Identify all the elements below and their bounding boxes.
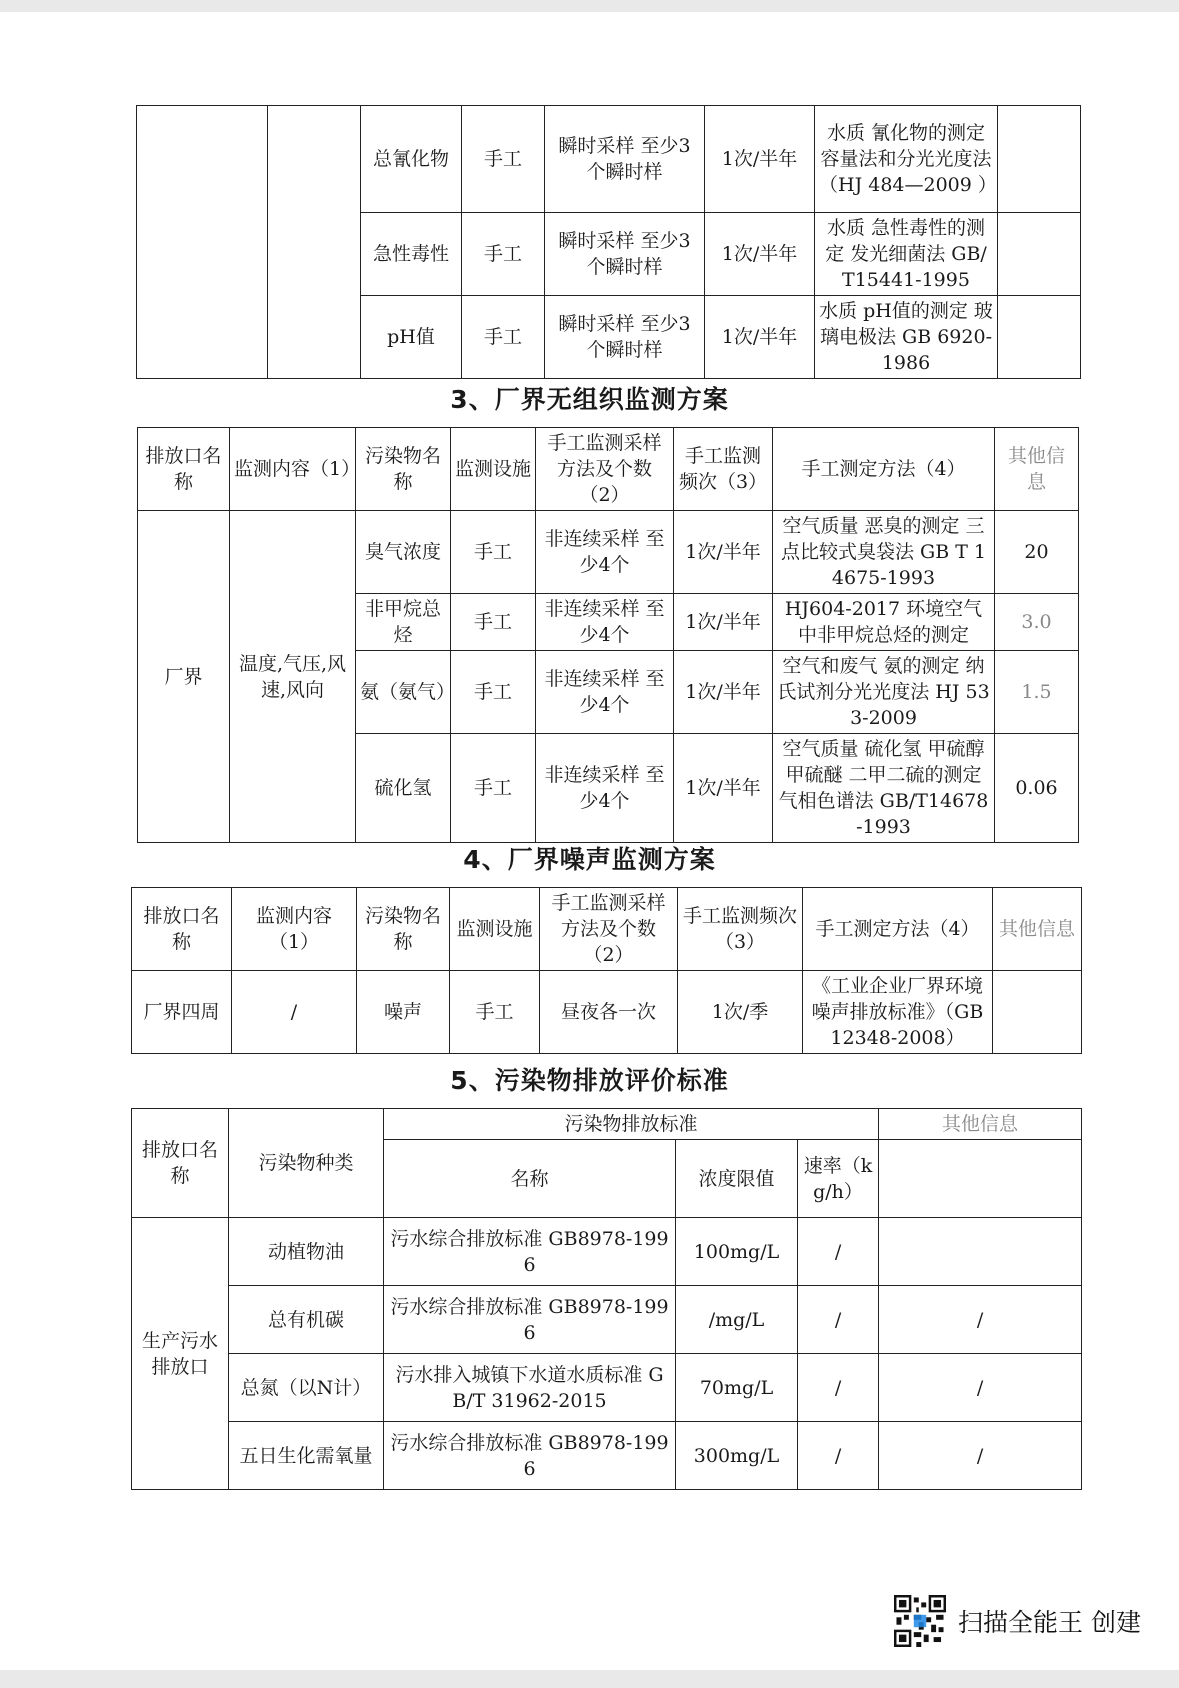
other-info-cell (998, 296, 1081, 379)
table-header-row (138, 428, 1079, 511)
other-info-cell (879, 1218, 1082, 1286)
column-header: 其他信息 (993, 888, 1082, 971)
sampling-cell: 瞬时采样 至少3个瞬时样 (545, 296, 705, 379)
pollutant-cell: 急性毒性 (361, 213, 462, 296)
outlet-cell (137, 106, 268, 379)
content-cell: / (232, 971, 357, 1054)
table-row (132, 1354, 1082, 1422)
other-info-cell (993, 971, 1082, 1054)
sampling-cell: 昼夜各一次 (540, 971, 678, 1054)
table-row (132, 1218, 1082, 1286)
pollutant-cell: 噪声 (357, 971, 450, 1054)
facility-cell: 手工 (451, 594, 536, 651)
column-header: 污染物名称 (356, 428, 451, 511)
discharge-standard-table (131, 1108, 1082, 1490)
pollutant-type-cell: 动植物油 (229, 1218, 384, 1286)
column-header: 污染物种类 (229, 1109, 384, 1218)
pollutant-cell: pH值 (361, 296, 462, 379)
column-header: 手工监测采样方法及个数（2） (536, 428, 674, 511)
water-monitoring-table-continued (136, 105, 1081, 379)
table-row (138, 511, 1079, 594)
pollutant-cell: 硫化氢 (356, 734, 451, 843)
other-info-cell (879, 1140, 1082, 1218)
scanner-watermark (894, 1594, 1141, 1648)
facility-cell: 手工 (451, 651, 536, 734)
content-cell (268, 106, 361, 379)
pollutant-type-cell: 五日生化需氧量 (229, 1422, 384, 1490)
column-header: 其他信息 (879, 1109, 1082, 1140)
standard-name-cell: 污水综合排放标准 GB8978-1996 (384, 1422, 676, 1490)
limit-cell: 70mg/L (676, 1354, 798, 1422)
column-header: 排放口名称 (138, 428, 230, 511)
column-header: 名称 (384, 1140, 676, 1218)
rate-cell: / (798, 1422, 879, 1490)
facility-cell: 手工 (450, 971, 540, 1054)
other-info-cell: 20 (995, 511, 1079, 594)
other-info-cell: 1.5 (995, 651, 1079, 734)
pollutant-cell: 臭气浓度 (356, 511, 451, 594)
outlet-cell: 厂界 (138, 511, 230, 843)
column-header: 排放口名称 (132, 888, 232, 971)
pollutant-cell: 总氰化物 (361, 106, 462, 213)
sampling-cell: 非连续采样 至少4个 (536, 511, 674, 594)
frequency-cell: 1次/半年 (674, 511, 773, 594)
facility-cell: 手工 (451, 734, 536, 843)
frequency-cell: 1次/半年 (674, 734, 773, 843)
method-cell: 空气质量 恶臭的测定 三点比较式臭袋法 GB T 14675-1993 (773, 511, 995, 594)
method-cell: HJ604-2017 环境空气中非甲烷总烃的测定 (773, 594, 995, 651)
table-header-row (132, 1109, 1082, 1140)
column-header: 监测设施 (451, 428, 536, 511)
pollutant-cell: 氨（氨气） (356, 651, 451, 734)
table-row (137, 106, 1081, 213)
standard-name-cell: 污水综合排放标准 GB8978-1996 (384, 1286, 676, 1354)
limit-cell: /mg/L (676, 1286, 798, 1354)
column-group-header: 污染物排放标准 (384, 1109, 879, 1140)
scanner-brand-label: 扫描全能王 创建 (958, 1608, 1141, 1637)
table-row (132, 1286, 1082, 1354)
frequency-cell: 1次/半年 (705, 213, 815, 296)
limit-cell: 300mg/L (676, 1422, 798, 1490)
sampling-cell: 非连续采样 至少4个 (536, 734, 674, 843)
column-header: 浓度限值 (676, 1140, 798, 1218)
limit-cell: 100mg/L (676, 1218, 798, 1286)
content-cell: 温度,气压,风速,风向 (230, 511, 356, 843)
rate-cell: / (798, 1286, 879, 1354)
sampling-cell: 非连续采样 至少4个 (536, 594, 674, 651)
section-title: 5、污染物排放评价标准 (450, 1066, 729, 1095)
frequency-cell: 1次/季 (678, 971, 803, 1054)
rate-cell: / (798, 1218, 879, 1286)
method-cell: 空气和废气 氨的测定 纳氏试剂分光光度法 HJ 533-2009 (773, 651, 995, 734)
standard-name-cell: 污水排入城镇下水道水质标准 GB/T 31962-2015 (384, 1354, 676, 1422)
other-info-cell: / (879, 1286, 1082, 1354)
document-page (0, 12, 1179, 1670)
column-header: 手工监测频次（3） (678, 888, 803, 971)
column-header: 手工测定方法（4） (803, 888, 993, 971)
column-header: 监测内容（1） (232, 888, 357, 971)
frequency-cell: 1次/半年 (674, 594, 773, 651)
column-header: 其他信息 (995, 428, 1079, 511)
column-header: 污染物名称 (357, 888, 450, 971)
outlet-cell: 生产污水排放口 (132, 1218, 229, 1490)
other-info-cell: / (879, 1354, 1082, 1422)
facility-cell: 手工 (462, 106, 545, 213)
facility-cell: 手工 (462, 296, 545, 379)
other-info-cell: 3.0 (995, 594, 1079, 651)
column-header: 手工测定方法（4） (773, 428, 995, 511)
other-info-cell: / (879, 1422, 1082, 1490)
sampling-cell: 瞬时采样 至少3个瞬时样 (545, 213, 705, 296)
sampling-cell: 瞬时采样 至少3个瞬时样 (545, 106, 705, 213)
pollutant-cell: 非甲烷总烃 (356, 594, 451, 651)
section-title: 3、厂界无组织监测方案 (450, 385, 729, 414)
method-cell: 《工业企业厂界环境噪声排放标准》（GB12348-2008） (803, 971, 993, 1054)
method-cell: 水质 pH值的测定 玻璃电极法 GB 6920-1986 (815, 296, 998, 379)
other-info-cell (998, 213, 1081, 296)
facility-cell: 手工 (451, 511, 536, 594)
frequency-cell: 1次/半年 (705, 106, 815, 213)
column-header: 速率（kg/h） (798, 1140, 879, 1218)
column-header: 监测设施 (450, 888, 540, 971)
rate-cell: / (798, 1354, 879, 1422)
outlet-cell: 厂界四周 (132, 971, 232, 1054)
frequency-cell: 1次/半年 (674, 651, 773, 734)
qr-code-icon (894, 1595, 946, 1647)
column-header: 监测内容（1） (230, 428, 356, 511)
column-header: 手工监测频次（3） (674, 428, 773, 511)
other-info-cell: 0.06 (995, 734, 1079, 843)
section-title: 4、厂界噪声监测方案 (463, 845, 716, 874)
method-cell: 水质 氰化物的测定 容量法和分光光度法（HJ 484—2009 ） (815, 106, 998, 213)
noise-monitoring-table (131, 887, 1082, 1054)
method-cell: 水质 急性毒性的测定 发光细菌法 GB/T15441-1995 (815, 213, 998, 296)
sampling-cell: 非连续采样 至少4个 (536, 651, 674, 734)
standard-name-cell: 污水综合排放标准 GB8978-1996 (384, 1218, 676, 1286)
column-header: 手工监测采样方法及个数（2） (540, 888, 678, 971)
method-cell: 空气质量 硫化氢 甲硫醇 甲硫醚 二甲二硫的测定气相色谱法 GB/T14678-1993 (773, 734, 995, 843)
frequency-cell: 1次/半年 (705, 296, 815, 379)
table-header-row (132, 888, 1082, 971)
pollutant-type-cell: 总有机碳 (229, 1286, 384, 1354)
other-info-cell (998, 106, 1081, 213)
pollutant-type-cell: 总氮（以N计） (229, 1354, 384, 1422)
facility-cell: 手工 (462, 213, 545, 296)
table-row (132, 971, 1082, 1054)
table-row (132, 1422, 1082, 1490)
fugitive-monitoring-table (137, 427, 1079, 843)
column-header: 排放口名称 (132, 1109, 229, 1218)
